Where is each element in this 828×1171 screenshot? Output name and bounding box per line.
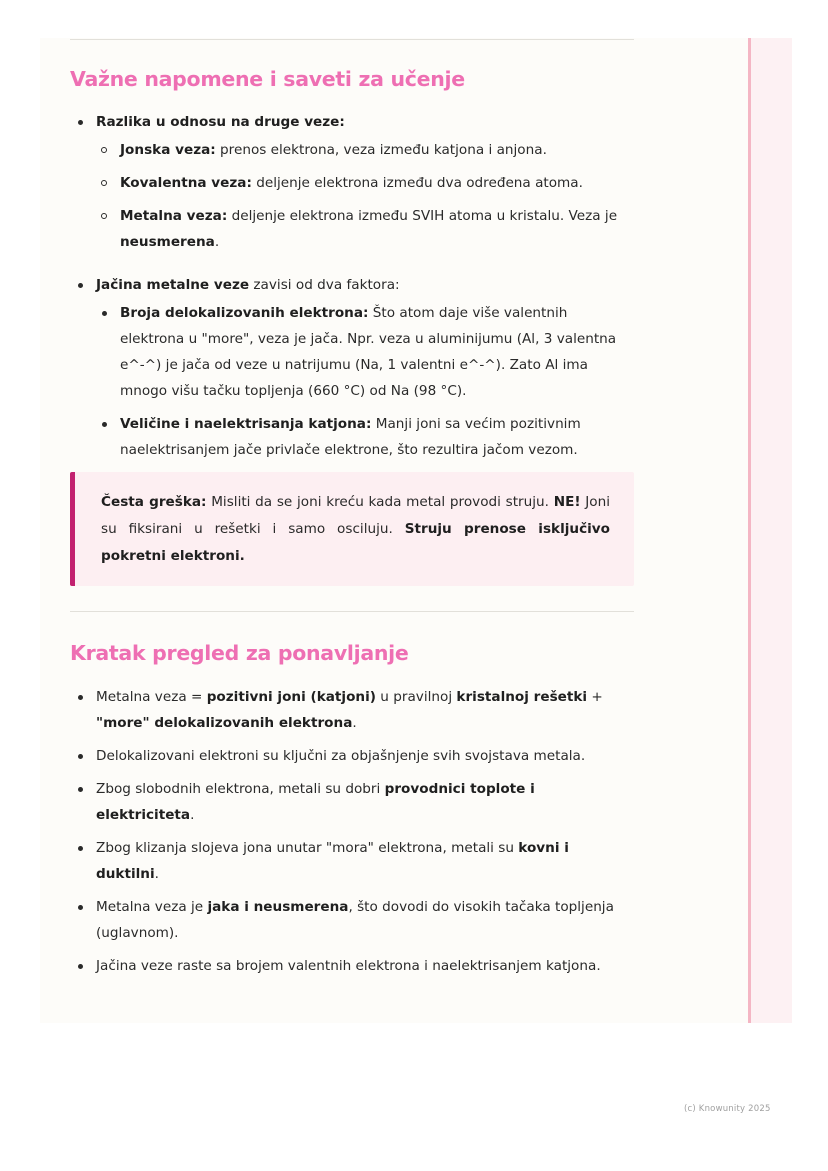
emphasis: provodnici toplote i elektriciteta (96, 781, 535, 823)
list-item (70, 894, 634, 946)
emphasis: "more" delokalizovanih elektrona (96, 715, 353, 731)
text: + (587, 689, 603, 705)
common-mistake-callout (70, 472, 634, 586)
definition: deljenje elektrona između dva određena atoma. (251, 175, 583, 191)
definition: Manji joni sa većim pozitivnim naelektrisanjem jače privlače elektrone, što rezultira jačom vezom. (120, 416, 581, 458)
section-divider (70, 611, 634, 612)
item-label: Razlika u odnosu na druge veze: (96, 114, 345, 130)
section-summary (70, 636, 634, 979)
section-title: Kratak pregled za ponavljanje (70, 641, 409, 665)
emphasis: jaka i neusmerena (207, 899, 349, 915)
list-item (70, 776, 634, 828)
list-item (96, 411, 634, 463)
term: Jačina metalne veze (96, 277, 250, 293)
text: Zbog slobodnih elektrona, metali su dobri (96, 781, 385, 797)
margin-strip (748, 38, 792, 1023)
text: . (154, 866, 159, 882)
callout-text: Misliti da se joni kreću kada metal provodi struju. (206, 494, 554, 510)
term: Veličine i naelektrisanja katjona: (120, 416, 372, 432)
list-item (70, 109, 634, 255)
term: Broja delokalizovanih elektrona: (120, 305, 369, 321)
text: , što dovodi do visokih tačaka topljenja (uglavnom). (96, 899, 614, 941)
text: Zbog klizanja slojeva jona unutar "mora" elektrona, metali su (96, 840, 519, 856)
factors-list (96, 300, 634, 463)
list-item (70, 272, 634, 463)
definition: deljenje elektrona između SVIH atoma u kristalu. Veza je (227, 208, 618, 224)
summary-list (70, 684, 634, 979)
text: Delokalizovani elektroni su ključni za objašnjenje svih svojstava metala. (96, 748, 586, 764)
item-text: zavisi od dva faktora: (249, 277, 400, 293)
text: . (190, 807, 195, 823)
list-item (70, 953, 634, 979)
margin-line (748, 38, 751, 1023)
list-item (96, 203, 634, 255)
list-item (70, 835, 634, 887)
copyright-footer: (c) Knowunity 2025 (684, 1104, 771, 1114)
section-notes (70, 62, 634, 463)
top-divider (70, 39, 634, 40)
callout-label: Česta greška: (101, 494, 207, 510)
callout-emphasis: NE! (553, 494, 581, 510)
callout-emphasis: Struju prenose isključivo pokretni elektroni. (101, 521, 610, 564)
notes-list (70, 109, 634, 463)
list-item (70, 684, 634, 736)
callout-text: Joni su fiksirani u rešetki i samo osciluju. (101, 494, 610, 537)
text: u pravilnoj (375, 689, 457, 705)
list-item (96, 170, 634, 196)
list-item (70, 743, 634, 769)
definition: Što atom daje više valentnih elektrona u "more", veza je jača. Npr. veza u aluminijumu (Al, 3 valentna e^-^) je jača od veze u natrijumu (Na, 1 valentni e^-^). Zato Al ima mnogo višu tačku topljenja (660 °C) od Na (98 °C). (120, 305, 617, 399)
punctuation: . (214, 234, 220, 250)
definition: prenos elektrona, veza između katjona i anjona. (215, 142, 547, 158)
term: Jonska veza: (120, 142, 216, 158)
section-title: Važne napomene i saveti za učenje (70, 67, 465, 91)
emphasis: pozitivni joni (katjoni) (206, 689, 376, 705)
emphasis: kristalnoj rešetki (456, 689, 588, 705)
list-item (96, 300, 634, 404)
text: Metalna veza je (96, 899, 208, 915)
emphasis: neusmerena (120, 234, 215, 250)
term: Kovalentna veza: (120, 175, 252, 191)
list-item (96, 137, 634, 163)
text: Jačina veze raste sa brojem valentnih elektrona i naelektrisanjem katjona. (96, 958, 601, 974)
emphasis: kovni i duktilni (96, 840, 569, 882)
term: Metalna veza: (120, 208, 228, 224)
text: Metalna veza = (96, 689, 207, 705)
text: . (352, 715, 357, 731)
bond-comparison-list (96, 137, 634, 255)
